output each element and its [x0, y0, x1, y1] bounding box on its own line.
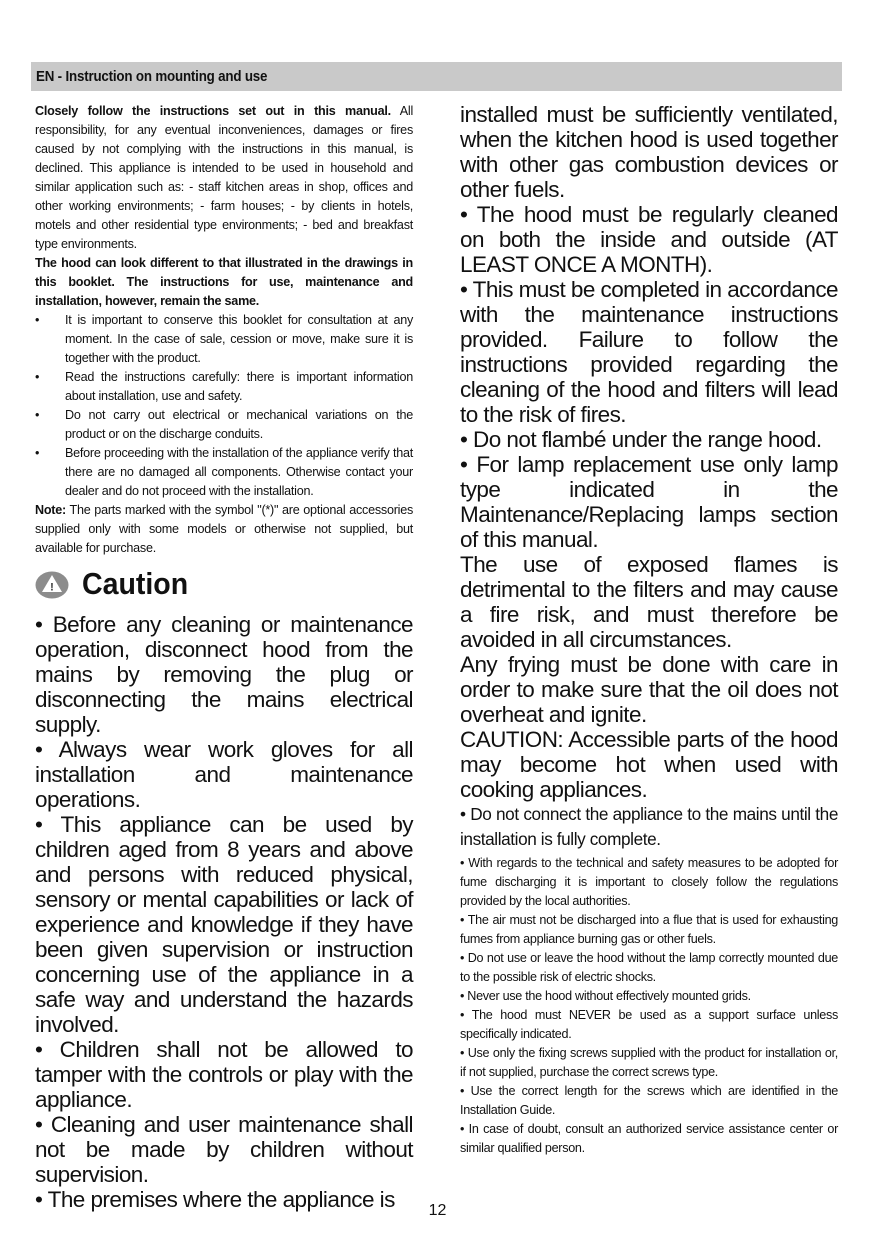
warning-item: • Never use the hood without effectively mounted grids. [460, 989, 751, 1003]
warning-icon-symbol: ! [50, 581, 54, 594]
warning-item: • With regards to the technical and safety measures to be adopted for fume discharging it is important to closely follow the regulations provided by the local authorities. [460, 856, 838, 908]
caution-paragraph: • Children shall not be allowed to tamper with the controls or play with the appliance. [35, 1037, 413, 1112]
note-text: The parts marked with the symbol "(*)" are optional accessories supplied only with some models or otherwise not supplied, but available for purchase. [35, 503, 413, 555]
list-item [35, 444, 413, 501]
bullet-marker: • [35, 313, 40, 327]
intro-bold: Closely follow the instructions set out in this manual. [35, 104, 391, 118]
caution-paragraph: • This appliance can be used by children aged from 8 years and above and persons with reduced physical, sensory or mental capabilities or lack of experience and knowledge if they have been given supervision or instruction concerning use of the appliance in a safe way and understand the hazards involved. [35, 812, 413, 1037]
warning-icon [35, 570, 69, 600]
safety-paragraph: Any frying must be done with care in order to make sure that the oil does not overheat and ignite. [460, 652, 838, 727]
intro-text: All responsibility, for any eventual inconveniences, damages or fires caused by not complying with the instructions in this manual, is declined. This appliance is intended to be used in household and similar application such as: - staff kitchen areas in shop, offices and other working environments; - farm houses; - by clients in hotels, motels and other residential type environments; - bed and breakfast type environments. [35, 104, 413, 251]
caution-paragraph: • The premises where the appliance is [35, 1187, 395, 1212]
bullet-marker: • [35, 408, 40, 422]
list-item-text: Do not carry out electrical or mechanical variations on the product or on the discharge conduits. [65, 408, 413, 441]
caution-paragraph: • Before any cleaning or maintenance operation, disconnect hood from the mains by removing the plug or disconnecting the mains electrical supply. [35, 612, 413, 737]
list-item-text: Read the instructions carefully: there is important information about installation, use and safety. [65, 370, 413, 403]
safety-paragraph: • The hood must be regularly cleaned on both the inside and outside (AT LEAST ONCE A MONTH). [460, 202, 838, 277]
note-label: Note: [35, 503, 66, 517]
safety-paragraphs [460, 102, 838, 802]
page-number: 12 [428, 1202, 447, 1219]
note-paragraph [35, 501, 413, 558]
bullet-marker: • [35, 370, 40, 384]
mains-warning-text: • Do not connect the appliance to the mains until the installation is fully complete. [460, 804, 838, 849]
safety-paragraph: The use of exposed flames is detrimental to the filters and may cause a fire risk, and must therefore be avoided in all circumstances. [460, 552, 838, 652]
section-header [31, 62, 842, 91]
list-item-text: Before proceeding with the installation of the appliance verify that there are no damaged all components. Otherwise contact your dealer and do not proceed with the installation. [65, 446, 413, 498]
list-item [35, 311, 413, 368]
caution-paragraph: • Cleaning and user maintenance shall not be made by children without supervision. [35, 1112, 413, 1187]
safety-paragraph: installed must be sufficiently ventilated, when the kitchen hood is used together with other gas combustion devices or other fuels. [460, 102, 838, 202]
warning-item: • The hood must NEVER be used as a support surface unless specifically indicated. [460, 1008, 838, 1041]
caution-paragraph: • Always wear work gloves for all installation and maintenance operations. [35, 737, 413, 812]
list-item-text: It is important to conserve this booklet for consultation at any moment. In the case of sale, cession or move, make sure it is together with the product. [65, 313, 413, 365]
right-column [460, 102, 838, 1158]
safety-paragraph: • Do not flambé under the range hood. [460, 427, 822, 452]
intro-block [35, 102, 413, 311]
intro-paragraph [35, 102, 413, 254]
warning-item: • Use the correct length for the screws which are identified in the Installation Guide. [460, 1084, 838, 1117]
caution-heading [35, 566, 413, 612]
optional-parts-note [35, 501, 413, 558]
warning-item: • In case of doubt, consult an authorized service assistance center or similar qualified person. [460, 1122, 838, 1155]
hood-appearance-note: The hood can look different to that illustrated in the drawings in this booklet. The instructions for use, maintenance and installation, however, remain the same. [35, 256, 413, 308]
list-item [35, 368, 413, 406]
warning-item: • Use only the fixing screws supplied with the product for installation or, if not supplied, purchase the correct screws type. [460, 1046, 838, 1079]
caution-title: Caution [82, 566, 189, 601]
safety-paragraph: CAUTION: Accessible parts of the hood may become hot when used with cooking appliances. [460, 727, 838, 802]
mains-warning [460, 802, 838, 852]
left-column [35, 102, 413, 1212]
additional-warnings [460, 854, 838, 1158]
safety-paragraph: • This must be completed in accordance with the maintenance instructions provided. Failure to follow the instructions provided regarding the cleaning of the hood and filters will lead to the risk of fires. [460, 277, 839, 427]
warning-item: • The air must not be discharged into a flue that is used for exhausting fumes from appliance burning gas or other fuels. [460, 913, 838, 946]
list-item [35, 406, 413, 444]
instruction-bullet-list [35, 311, 413, 501]
safety-paragraph: • For lamp replacement use only lamp type indicated in the Maintenance/Replacing lamps section of this manual. [460, 452, 838, 552]
warning-item: • Do not use or leave the hood without the lamp correctly mounted due to the possible risk of electric shocks. [460, 951, 838, 984]
caution-body [35, 612, 413, 1212]
bullet-marker: • [35, 446, 40, 460]
section-title: EN - Instruction on mounting and use [36, 69, 268, 85]
